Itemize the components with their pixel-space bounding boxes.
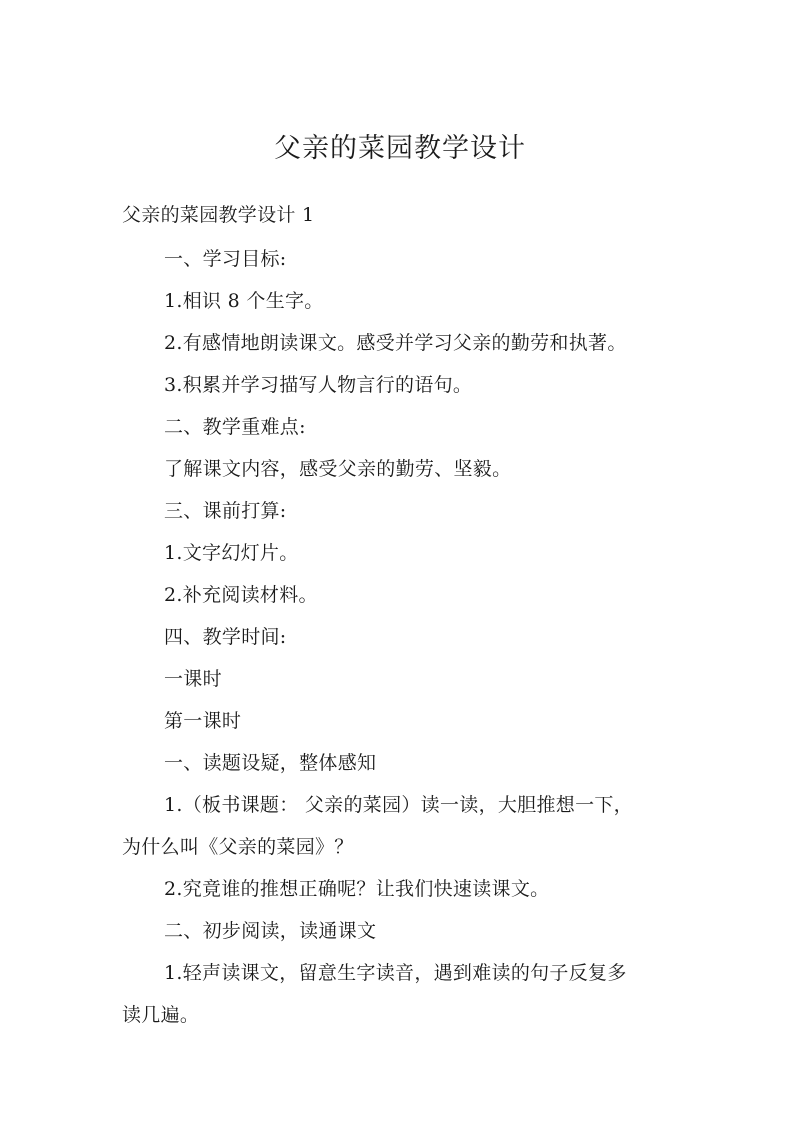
paragraph: 2.有感情地朗读课文。感受并学习父亲的勤劳和执著。: [164, 332, 627, 354]
paragraph: 四、教学时间:: [164, 626, 287, 648]
document-title: 父亲的菜园教学设计: [274, 133, 526, 164]
paragraph: 了解课文内容，感受父亲的勤劳、坚毅。: [164, 458, 512, 480]
paragraph: 一课时: [164, 668, 222, 690]
paragraph: 二、初步阅读，读通课文: [164, 920, 377, 942]
paragraph: 一、读题设疑，整体感知: [164, 752, 377, 774]
paragraph: 一、学习目标:: [164, 248, 287, 270]
paragraph-continuation: 读几遍。: [122, 1004, 200, 1026]
paragraph: 1.相识 8 个生字。: [164, 290, 324, 312]
paragraph: 三、课前打算:: [164, 500, 287, 522]
paragraph: 3.积累并学习描写人物言行的语句。: [164, 374, 473, 396]
paragraph: 1.轻声读课文，留意生字读音，遇到难读的句子反复多: [164, 962, 627, 984]
paragraph: 1.（板书课题： 父亲的菜园）读一读，大胆推想一下，: [164, 794, 633, 816]
paragraph-continuation: 为什么叫《父亲的菜园》？: [122, 836, 354, 858]
paragraph: 2.补充阅读材料。: [164, 584, 318, 606]
paragraph: 第一课时: [164, 710, 242, 732]
paragraph: 2.究竟谁的推想正确呢？让我们快速读课文。: [164, 878, 550, 900]
section-heading: 父亲的菜园教学设计 1: [122, 204, 315, 226]
paragraph: 二、教学重难点:: [164, 416, 306, 438]
paragraph: 1.文字幻灯片。: [164, 542, 299, 564]
